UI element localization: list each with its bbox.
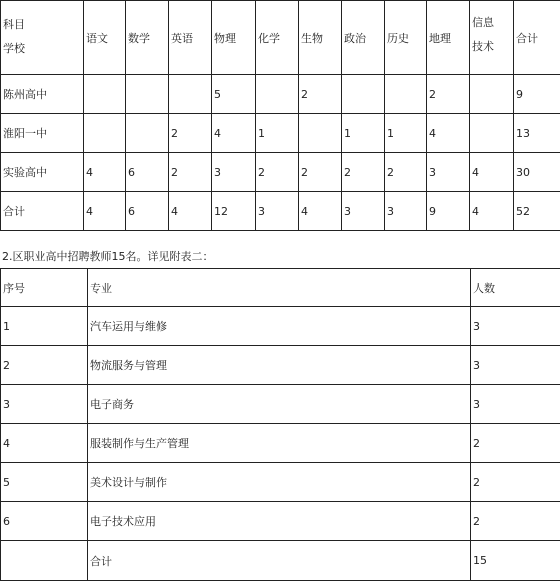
teacher-count: 2 [471,463,560,502]
major-header: 专业 [88,269,471,307]
count-cell: 2 [299,153,342,192]
count-cell: 4 [84,153,126,192]
major-name: 电子商务 [88,385,471,424]
vocational-majors-table [0,268,560,581]
count-cell: 2 [342,153,385,192]
row-total: 13 [514,114,560,153]
count-cell [342,75,385,114]
count-cell: 4 [470,153,514,192]
count-cell: 2 [256,153,299,192]
row-number: 1 [1,307,88,346]
table-row [1,346,560,385]
count-cell: 3 [427,153,470,192]
total-count: 15 [471,541,560,581]
subject-header: 化学 [256,1,299,75]
count-cell: 1 [256,114,299,153]
teacher-count: 3 [471,307,560,346]
count-cell: 9 [427,192,470,231]
count-cell: 2 [385,153,427,192]
subject-header: 政治 [342,1,385,75]
count-cell: 1 [342,114,385,153]
count-cell: 2 [427,75,470,114]
table-row [1,424,560,463]
major-name: 服装制作与生产管理 [88,424,471,463]
total-label: 合计 [88,541,471,581]
count-cell: 4 [169,192,212,231]
major-name: 电子技术应用 [88,502,471,541]
count-cell: 4 [427,114,470,153]
count-cell: 5 [212,75,256,114]
subject-header: 数学 [126,1,169,75]
count-cell: 6 [126,153,169,192]
school-name: 实验高中 [1,153,84,192]
table-row [1,502,560,541]
subject-school-table [0,0,560,231]
count-cell: 6 [126,192,169,231]
school-name: 陈州高中 [1,75,84,114]
count-cell [256,75,299,114]
table-header-row [1,1,560,75]
count-cell: 4 [299,192,342,231]
count-cell [126,75,169,114]
info-tech-label-top: 信息 [472,16,494,29]
subject-header: 历史 [385,1,427,75]
row-number: 5 [1,463,88,502]
table-row [1,463,560,502]
total-header: 合计 [514,1,560,75]
count-cell [84,114,126,153]
row-number: 2 [1,346,88,385]
subject-header: 语文 [84,1,126,75]
count-cell: 3 [342,192,385,231]
teacher-count: 2 [471,502,560,541]
count-cell: 3 [212,153,256,192]
major-name: 汽车运用与维修 [88,307,471,346]
info-tech-header [470,1,514,75]
subject-header: 物理 [212,1,256,75]
table-row [1,114,560,153]
count-cell: 4 [470,192,514,231]
count-cell: 2 [169,114,212,153]
total-row-label: 合计 [1,192,84,231]
count-cell [385,75,427,114]
count-cell [299,114,342,153]
number-header: 序号 [1,269,88,307]
count-cell: 12 [212,192,256,231]
empty-cell [1,541,88,581]
count-cell: 2 [299,75,342,114]
table-row [1,75,560,114]
table-row [1,385,560,424]
row-total: 9 [514,75,560,114]
corner-subject-label: 科目 [3,18,25,31]
row-number: 3 [1,385,88,424]
row-total: 30 [514,153,560,192]
subject-header: 英语 [169,1,212,75]
count-cell: 4 [84,192,126,231]
major-name: 物流服务与管理 [88,346,471,385]
count-cell: 3 [385,192,427,231]
row-number: 6 [1,502,88,541]
count-cell [470,114,514,153]
count-cell [126,114,169,153]
teacher-count: 2 [471,424,560,463]
count-cell: 3 [256,192,299,231]
table-row [1,153,560,192]
corner-header-cell [1,1,84,75]
table-total-row [1,541,560,581]
table-header-row [1,269,560,307]
corner-school-label: 学校 [3,42,25,55]
table-row [1,307,560,346]
info-tech-label-bottom: 技术 [472,40,494,53]
teacher-count: 3 [471,385,560,424]
count-cell: 1 [385,114,427,153]
row-number: 4 [1,424,88,463]
section-note: 2.区职业高中招聘教师15名。详见附表二： [2,248,214,264]
count-cell: 4 [212,114,256,153]
count-header: 人数 [471,269,560,307]
subject-header: 地理 [427,1,470,75]
count-cell [169,75,212,114]
grand-total: 52 [514,192,560,231]
school-name: 淮阳一中 [1,114,84,153]
table-total-row [1,192,560,231]
count-cell: 2 [169,153,212,192]
count-cell [470,75,514,114]
count-cell [84,75,126,114]
subject-header: 生物 [299,1,342,75]
major-name: 美术设计与制作 [88,463,471,502]
teacher-count: 3 [471,346,560,385]
